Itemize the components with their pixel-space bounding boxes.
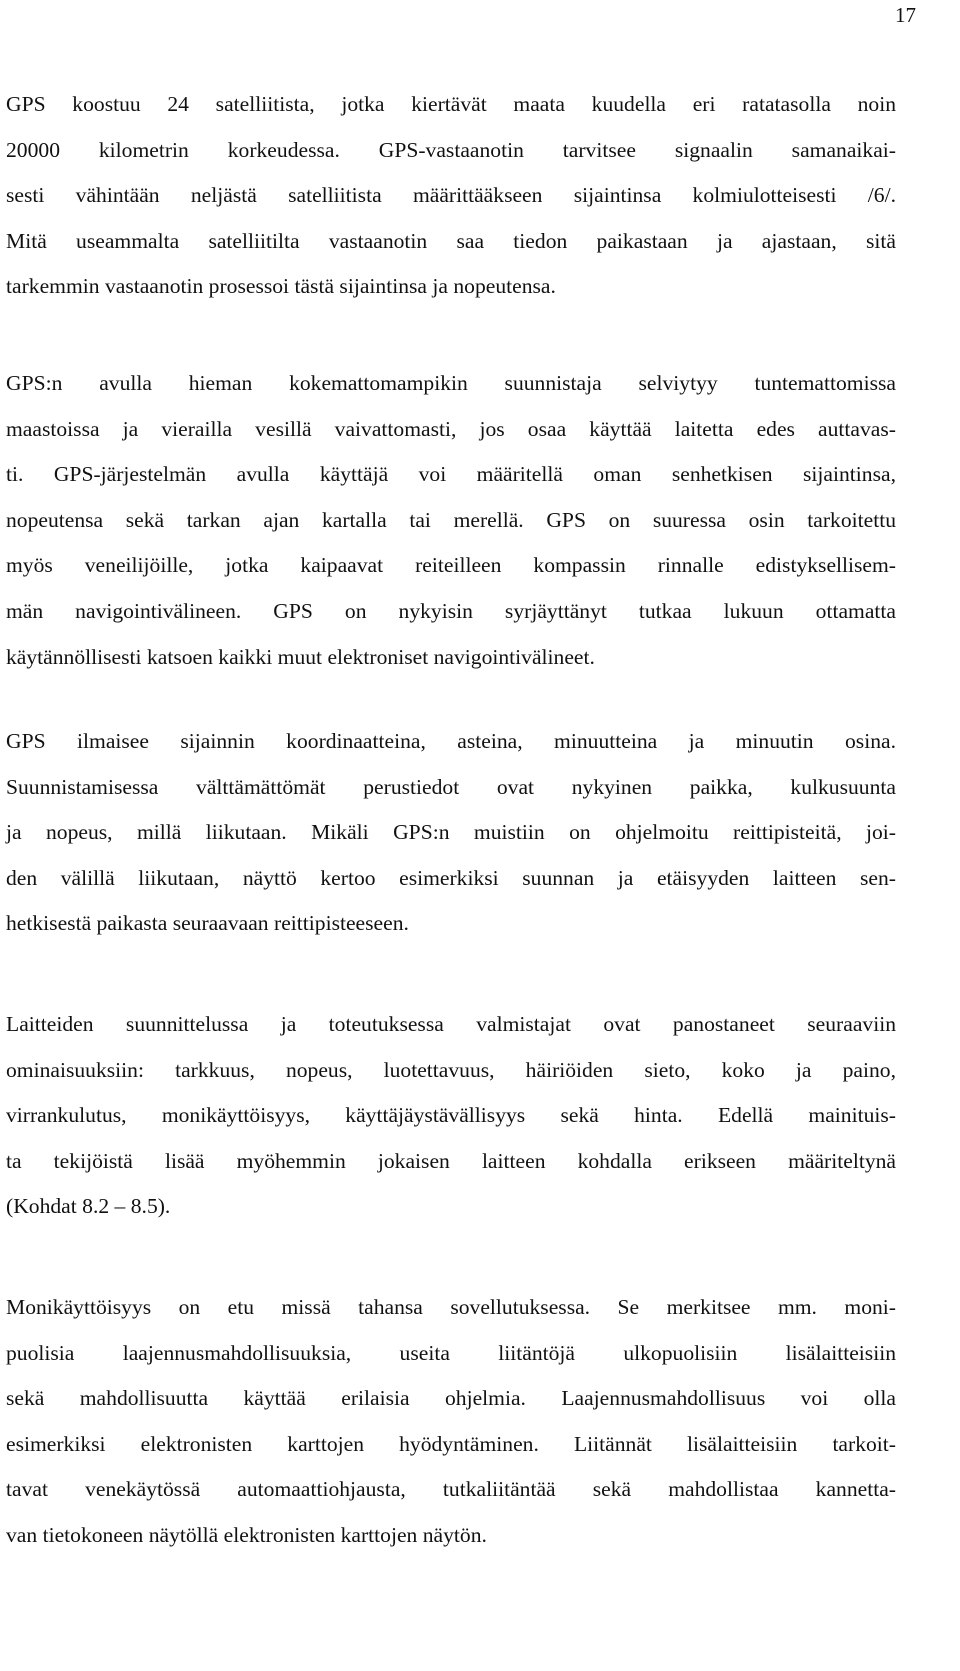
text-line: maastoissa ja vierailla vesillä vaivattomasti, jos osaa käyttää laitetta edes auttavas- (6, 416, 896, 441)
text-line: ja nopeus, millä liikutaan. Mikäli GPS:n muistiin on ohjelmoitu reittipisteitä, joi- (6, 820, 896, 845)
text-line: Laitteiden suunnittelussa ja toteutuksessa valmistajat ovat panostaneet seuraaviin (6, 1012, 896, 1036)
text-line: nopeutensa sekä tarkan ajan kartalla tai merellä. GPS on suuressa osin tarkoitettu (6, 507, 896, 532)
paragraph (6, 1285, 896, 1559)
text-line: 20000 kilometrin korkeudessa. GPS-vastaanotin tarvitsee signaalin samanaikai- (6, 137, 896, 162)
text-line: hetkisestä paikasta seuraavaan reittipisteeseen. (6, 911, 409, 936)
text-line: GPS ilmaisee sijainnin koordinaatteina, asteina, minuutteina ja minuutin osina. (6, 729, 896, 753)
text-line: esimerkiksi elektronisten karttojen hyödyntäminen. Liitännät lisälaitteisiin tarkoit- (6, 1431, 896, 1456)
text-line: ti. GPS-järjestelmän avulla käyttäjä voi määritellä oman senhetkisen sijaintinsa, (6, 462, 896, 487)
text-line: den välillä liikutaan, näyttö kertoo esimerkiksi suunnan ja etäisyyden laitteen sen- (6, 865, 896, 890)
paragraph (6, 361, 896, 680)
text-line: GPS:n avulla hieman kokemattomampikin suunnistaja selviytyy tuntemattomissa (6, 371, 896, 395)
text-line: Monikäyttöisyys on etu missä tahansa sovellutuksessa. Se merkitsee mm. moni- (6, 1295, 896, 1319)
text-line: van tietokoneen näytöllä elektronisten karttojen näytön. (6, 1522, 487, 1547)
text-line: myös veneilijöille, jotka kaipaavat reiteilleen kompassin rinnalle edistyksellisem- (6, 553, 896, 578)
page-number: 17 (895, 3, 916, 27)
text-line: män navigointivälineen. GPS on nykyisin syrjäyttänyt tutkaa lukuun ottamatta (6, 598, 896, 623)
text-line: ominaisuuksiin: tarkkuus, nopeus, luotettavuus, häiriöiden sieto, koko ja paino, (6, 1057, 896, 1082)
text-line: käytännöllisesti katsoen kaikki muut elektroniset navigointivälineet. (6, 644, 595, 669)
text-line: virrankulutus, monikäyttöisyys, käyttäjäystävällisyys sekä hinta. Edellä mainituis- (6, 1103, 896, 1128)
text-line: GPS koostuu 24 satelliitista, jotka kiertävät maata kuudella eri ratatasolla noin (6, 92, 896, 116)
text-line: ta tekijöistä lisää myöhemmin jokaisen laitteen kohdalla erikseen määriteltynä (6, 1148, 896, 1173)
paragraph (6, 82, 896, 310)
text-line: sekä mahdollisuutta käyttää erilaisia ohjelmia. Laajennusmahdollisuus voi olla (6, 1386, 896, 1411)
text-line: tarkemmin vastaanotin prosessoi tästä sijaintinsa ja nopeutensa. (6, 274, 556, 299)
text-line: sesti vähintään neljästä satelliitista määrittääkseen sijaintinsa kolmiulotteisesti /6/. (6, 183, 896, 208)
text-line: puolisia laajennusmahdollisuuksia, useita liitäntöjä ulkopuolisiin lisälaitteisiin (6, 1340, 896, 1365)
text-line: (Kohdat 8.2 – 8.5). (6, 1194, 171, 1219)
text-line: Mitä useammalta satelliitilta vastaanotin saa tiedon paikastaan ja ajastaan, sitä (6, 228, 896, 253)
paragraph (6, 719, 896, 947)
text-line: Suunnistamisessa välttämättömät perustiedot ovat nykyinen paikka, kulkusuunta (6, 774, 896, 799)
paragraph (6, 1002, 896, 1230)
text-line: tavat venekäytössä automaattiohjausta, tutkaliitäntää sekä mahdollistaa kannetta- (6, 1477, 896, 1502)
